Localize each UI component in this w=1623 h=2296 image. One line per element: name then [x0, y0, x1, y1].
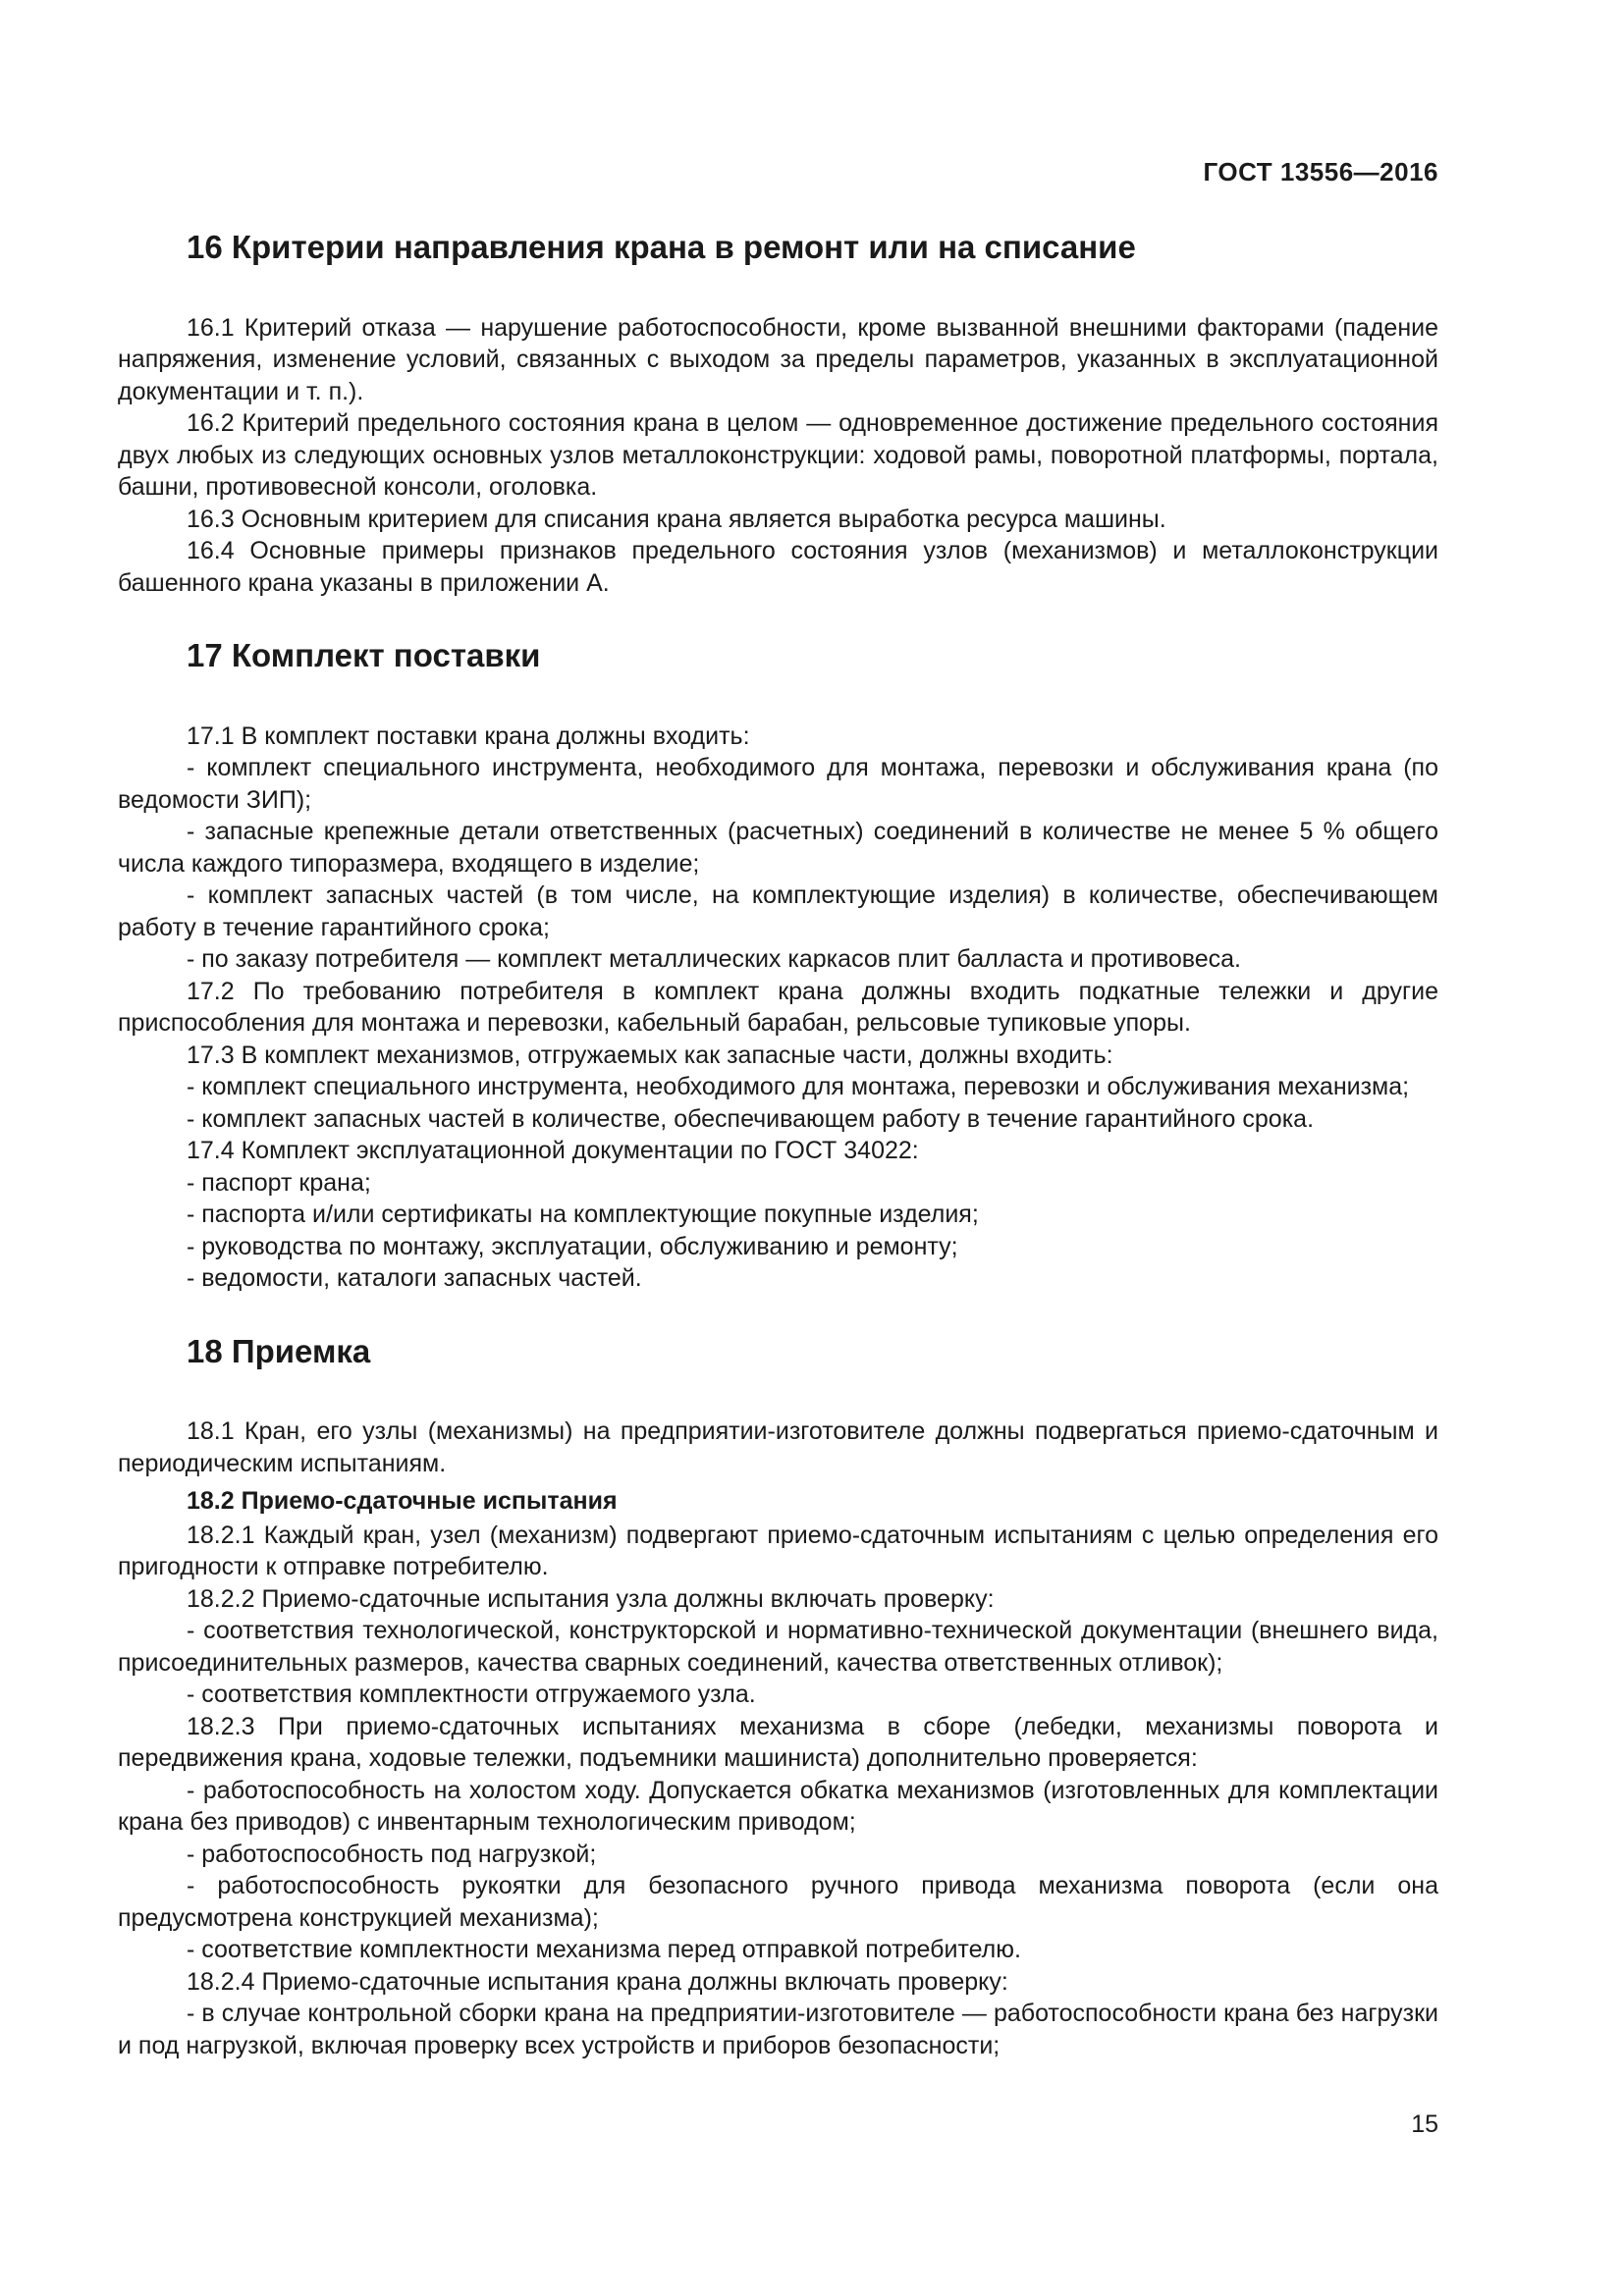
list-item: - соответствия технологической, конструкторской и нормативно-технической документации (внешнего вида, присоединительных размеров, качества сварных соединений, качества ответственных отливок);	[118, 1617, 1438, 1677]
paragraph-18-1: 18.1 Кран, его узлы (механизмы) на предприятии-изготовителе должны подвергаться приемо-сдаточным и периодическим испытаниям.	[118, 1417, 1438, 1477]
paragraph-17-4: 17.4 Комплект эксплуатационной документации по ГОСТ 34022:	[187, 1137, 919, 1165]
paragraph-18-2-1: 18.2.1 Каждый кран, узел (механизм) подвергают приемо-сдаточным испытаниям с целью определения его пригодности к отправке потребителю.	[118, 1521, 1438, 1581]
list-item: - в случае контрольной сборки крана на предприятии-изготовителе — работоспособности крана без нагрузки и под нагрузкой, включая проверку всех устройств и приборов безопасности;	[118, 2000, 1438, 2059]
paragraph-16-1: 16.1 Критерий отказа — нарушение работоспособности, кроме вызванной внешними факторами (падение напряжения, изменение условий, связанных с выходом за пределы параметров, указанных в эксплуатационной документации и т. п.).	[118, 313, 1438, 405]
section-16-title: 16 Критерии направления крана в ремонт или на списание	[187, 229, 1136, 265]
subsection-18-2-title: 18.2 Приемо-сдаточные испытания	[187, 1487, 618, 1516]
list-item: - комплект запасных частей (в том числе, на комплектующие изделия) в количестве, обеспечивающем работу в течение гарантийного срока;	[118, 881, 1438, 941]
list-item: - паспорта и/или сертификаты на комплектующие покупные изделия;	[187, 1201, 979, 1229]
paragraph-18-2-3: 18.2.3 При приемо-сдаточных испытаниях механизма в сборе (лебедки, механизмы поворота и передвижения крана, ходовые тележки, подъемники машиниста) дополнительно проверяется:	[118, 1712, 1438, 1773]
list-item: - руководства по монтажу, эксплуатации, обслуживанию и ремонту;	[187, 1232, 958, 1260]
list-item: - по заказу потребителя — комплект металлических каркасов плит балласта и противовеса.	[187, 945, 1241, 974]
list-item: - паспорт крана;	[187, 1168, 371, 1197]
section-18-title: 18 Приемка	[187, 1332, 371, 1369]
list-item: - комплект специального инструмента, необходимого для монтажа, перевозки и обслуживания механизма;	[187, 1073, 1410, 1101]
paragraph-17-3: 17.3 В комплект механизмов, отгружаемых как запасные части, должны входить:	[187, 1041, 1113, 1069]
paragraph-16-3: 16.3 Основным критерием для списания крана является выработка ресурса машины.	[187, 505, 1166, 533]
list-item: - работоспособность рукоятки для безопасного ручного привода механизма поворота (если она предусмотрена конструкцией механизма);	[118, 1872, 1438, 1932]
list-item: - работоспособность на холостом ходу. Допускается обкатка механизмов (изготовленных для комплектации крана без приводов) с инвентарным технологическим приводом;	[118, 1776, 1438, 1837]
list-item: - комплект специального инструмента, необходимого для монтажа, перевозки и обслуживания крана (по ведомости ЗИП);	[118, 754, 1438, 814]
page-number: 15	[1411, 2110, 1438, 2138]
section-17-title: 17 Комплект поставки	[187, 637, 541, 674]
paragraph-17-1: 17.1 В комплект поставки крана должны входить:	[187, 721, 750, 750]
list-item: - работоспособность под нагрузкой;	[187, 1840, 597, 1868]
list-item: - соответствие комплектности механизма перед отправкой потребителю.	[187, 1936, 1021, 1964]
document-header: ГОСТ 13556—2016	[1203, 157, 1438, 187]
list-item: - ведомости, каталоги запасных частей.	[187, 1264, 642, 1293]
paragraph-17-2: 17.2 По требованию потребителя в комплект крана должны входить подкатные тележки и другие приспособления для монтажа и перевозки, кабельный барабан, рельсовые тупиковые упоры.	[118, 977, 1438, 1038]
list-item: - запасные крепежные детали ответственных (расчетных) соединений в количестве не менее 5 % общего числа каждого типоразмера, входящего в изделие;	[118, 818, 1438, 878]
paragraph-16-4: 16.4 Основные примеры признаков предельного состояния узлов (механизмов) и металлоконструкции башенного крана указаны в приложении А.	[118, 537, 1438, 597]
paragraph-16-2: 16.2 Критерий предельного состояния крана в целом — одновременное достижение предельного состояния двух любых из следующих основных узлов металлоконструкции: ходовой рамы, поворотной платформы, портала, башни, противовесной консоли, оголовка.	[118, 409, 1438, 502]
list-item: - комплект запасных частей в количестве, обеспечивающем работу в течение гарантийного срока.	[187, 1104, 1315, 1133]
paragraph-18-2-4: 18.2.4 Приемо-сдаточные испытания крана должны включать проверку:	[187, 1967, 1008, 1996]
list-item: - соответствия комплектности отгружаемого узла.	[187, 1681, 756, 1709]
document-body	[118, 228, 1438, 2061]
paragraph-18-2-2: 18.2.2 Приемо-сдаточные испытания узла должны включать проверку:	[187, 1584, 995, 1613]
